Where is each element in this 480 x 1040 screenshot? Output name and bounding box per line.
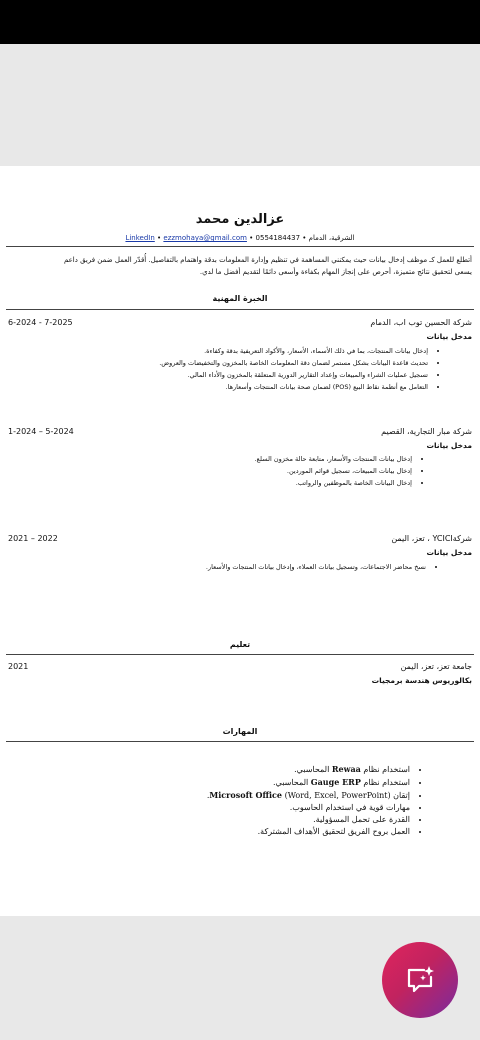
education-year: 2021 (8, 662, 29, 671)
ai-chat-sparkle-icon (404, 964, 436, 996)
resume-page (0, 166, 480, 916)
list-item: • إدخال بيانات المنتجات والأسعار، متابعة حالة مخزون السلع. (254, 453, 412, 465)
skill-item (207, 776, 410, 789)
skill-item (207, 814, 410, 826)
contact-phone: 0554184437 (255, 234, 301, 242)
skill-item (207, 763, 410, 776)
skill-item (207, 826, 410, 838)
list-item: • التعامل مع أنظمة نقاط البيع (POS) لضمان صحة بيانات المنتجات وأسعارها. (159, 381, 428, 393)
list-item: • إدخال بيانات المنتجات، بما في ذلك الأسماء، الأسعار، والأكواد التعريفية بدقة وكفاءة. (159, 345, 428, 357)
job-date: 2021 – 2022 (8, 534, 58, 543)
skill-text: العمل بروح الفريق لتحقيق الأهداف المشتركة. (257, 827, 410, 836)
resume-name: عزالدين محمد (195, 212, 285, 227)
job-role: مدخل بيانات (426, 332, 472, 341)
status-bar (0, 0, 480, 44)
divider (6, 741, 474, 742)
job-date: 6-2024 - 7-2025 (8, 318, 73, 327)
divider (6, 654, 474, 655)
skill-text: المحاسبي. (294, 765, 332, 774)
job-bullets (254, 453, 424, 489)
summary (10, 254, 472, 278)
education-heading: تعليم (229, 640, 251, 649)
divider (6, 309, 474, 310)
summary-line: أتطلع للعمل كـ موظف إدخال بيانات حيث يمكنني المساهمة في تنظيم وإدارة المعلومات بدقة واهتمام بالتفاصيل. أُقدّر العمل ضمن فريق داعم (63, 256, 472, 264)
list-item: • إدخال بيانات المبيعات، تسجيل قوائم الموردين. (254, 465, 412, 477)
skill-item (207, 802, 410, 814)
job-bullets (159, 345, 440, 393)
list-item: • تحديث قاعدة البيانات بشكل مستمر لضمان دقة المعلومات الخاصة بالمخزون والتخفيضات والعروض. (159, 357, 428, 369)
skill-text: استخدام نظام (360, 778, 410, 787)
skills-heading: المهارات (222, 727, 258, 736)
list-item: • إدخال البيانات الخاصة بالموظفين والرواتب. (254, 477, 412, 489)
job-bullets (206, 561, 438, 573)
job-role: مدخل بيانات (426, 441, 472, 450)
experience-heading: الخبرة المهنية (212, 294, 268, 303)
job-role: مدخل بيانات (426, 548, 472, 557)
skill-bold: Microsoft Office (209, 790, 283, 800)
skill-text: (Word, Excel, PowerPoint). (206, 791, 391, 800)
list-item: • نسخ محاضر الاجتماعات، وتسجيل بيانات العملاء، وإدخال بيانات المنتجات والأسعار. (206, 561, 426, 573)
skill-text: استخدام نظام (360, 765, 410, 774)
education-school: جامعة تعز، تعز، اليمن (400, 662, 472, 671)
linkedin-link[interactable]: LinkedIn (125, 234, 155, 242)
job-company: شركة مبار التجارية، القصيم (381, 427, 472, 436)
skill-text: القدرة على تحمل المسؤولية. (313, 815, 410, 824)
list-item: • تسجيل عمليات الشراء والمبيعات وإعداد التقارير الدورية المتعلقة بالمخزون والأداء المالي. (159, 369, 428, 381)
contact-line: الشرقية، الدمام • 0554184437 • LinkedIn • ezzmohaya@gmail.com (125, 234, 355, 242)
skills-list (207, 763, 424, 838)
job-company: شركةYCICI ، تعز، اليمن (391, 534, 472, 543)
skill-item (207, 789, 410, 802)
summary-line: يسعى لتحقيق نتائج متميزة، أحرص على إنجاز المهام بكفاءة وأسعى دائمًا لتقديم أفضل ما لدي. (199, 268, 472, 276)
job-company: شركة الحسين توب اب، الدمام (370, 318, 472, 327)
ai-assistant-button[interactable] (382, 942, 458, 1018)
skill-text: المحاسبي. (273, 778, 311, 787)
skill-bold: Gauge ERP (310, 777, 361, 787)
job-date: 1-2024 – 5-2024 (8, 427, 74, 436)
skill-text: مهارات قوية في استخدام الحاسوب. (289, 803, 410, 812)
education-degree: بكالوريوس هندسة برمجيات (371, 676, 472, 685)
skill-bold: Rewaa (331, 764, 361, 774)
email-link[interactable]: ezzmohaya@gmail.com (163, 234, 247, 242)
skill-text: إتقان (390, 791, 410, 800)
divider (6, 246, 474, 247)
contact-location: الشرقية، الدمام (308, 234, 355, 242)
